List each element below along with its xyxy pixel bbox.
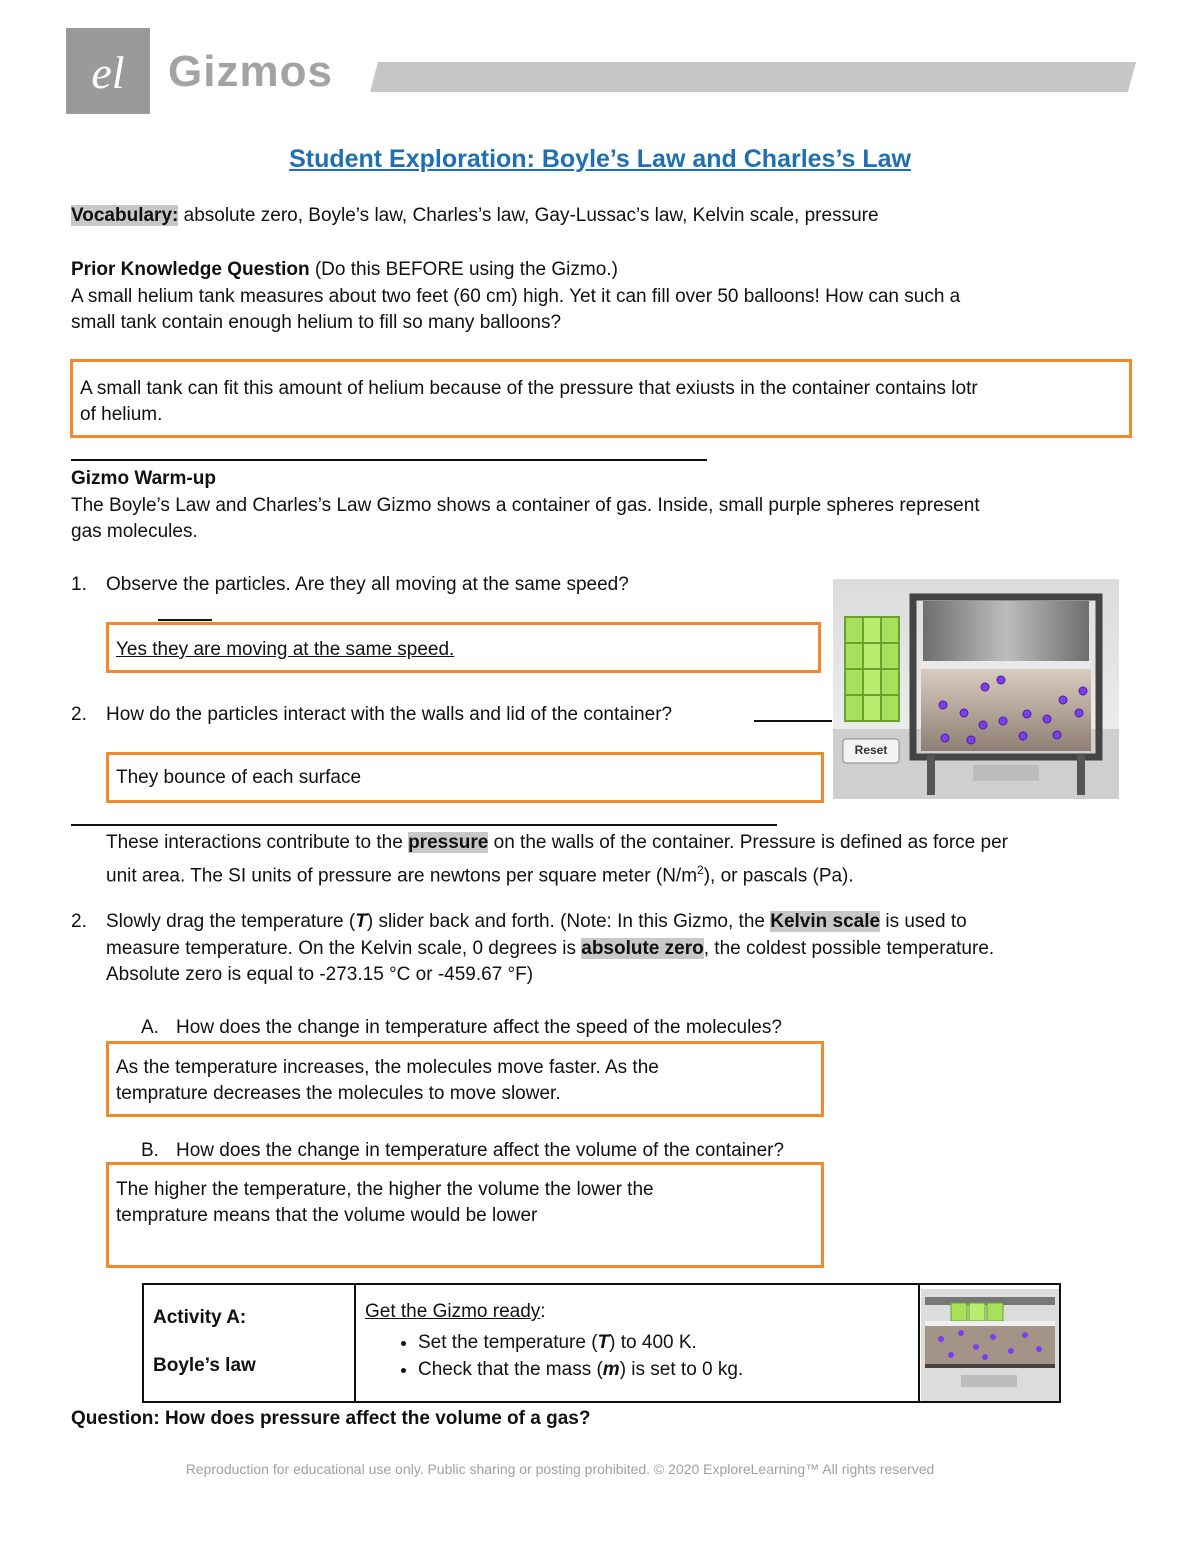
question-a-answer-box[interactable]: [106, 1041, 824, 1117]
question-a-answer-line-1: As the temperature increases, the molecules move faster. As the: [116, 1057, 659, 1078]
gizmo-screenshot: [833, 579, 1119, 799]
activity-label: Activity A:: [153, 1307, 247, 1328]
question-1-number: 1.: [71, 574, 87, 595]
question-1-text: Observe the particles. Are they all moving at the same speed?: [106, 574, 629, 595]
vocabulary-text: absolute zero, Boyle’s law, Charles’s law, Gay-Lussac’s law, Kelvin scale, pressure: [178, 205, 879, 226]
prior-question-line-1: A small helium tank measures about two feet (60 cm) high. Yet it can fill over 50 balloons! How can such a: [71, 286, 961, 307]
prior-answer-line-1: A small tank can fit this amount of helium because of the pressure that exiusts in the container contains lotr: [80, 378, 978, 399]
question-a-text: How does the change in temperature affect the speed of the molecules?: [176, 1017, 782, 1038]
question-b-text: How does the change in temperature affect the volume of the container?: [176, 1140, 785, 1161]
question-a-label: A.: [141, 1017, 159, 1038]
var-t-2: T: [597, 1332, 610, 1353]
question-2-text: How do the particles interact with the walls and lid of the container?: [106, 704, 673, 725]
ready-colon: :: [540, 1301, 546, 1322]
question-2-answer-box[interactable]: [106, 752, 824, 803]
step-2-text-a: Check that the mass (: [418, 1359, 603, 1380]
guiding-question: Question: How does pressure affect the volume of a gas?: [71, 1408, 591, 1429]
question-a-answer-line-2: temprature decreases the molecules to move slower.: [116, 1083, 561, 1104]
question-2-number: 2.: [71, 704, 87, 725]
header-bar: [370, 62, 1136, 92]
question-3-line-2: [106, 936, 994, 962]
page-title: Student Exploration: Boyle’s Law and Charles’s Law: [289, 145, 911, 173]
q3-text-2a: measure temperature. On the Kelvin scale, 0 degrees is: [106, 938, 582, 959]
question-b-answer-box[interactable]: [106, 1162, 824, 1268]
section-divider-2: [71, 824, 777, 826]
step-2-text-b: ) is set to 0 kg.: [619, 1359, 744, 1380]
interactions-text-1b: on the walls of the container. Pressure is defined as force per: [488, 832, 1008, 853]
prior-question-line-2: small tank contain enough helium to fill so many balloons?: [71, 312, 562, 333]
var-t: T: [355, 911, 367, 932]
q3-text-1a: Slowly drag the temperature (: [106, 911, 356, 932]
activity-instructions-cell: [355, 1284, 919, 1402]
q3-text-2b: , the coldest possible temperature.: [703, 938, 995, 959]
question-3-number: 2.: [71, 911, 87, 932]
interactions-text-1a: These interactions contribute to the: [106, 832, 409, 853]
term-absolute-zero: absolute zero: [581, 938, 704, 959]
brand-name: Gizmos: [168, 47, 333, 96]
ready-step-2: [418, 1356, 918, 1383]
question-b-label: B.: [141, 1140, 159, 1161]
superscript-2: 2: [697, 863, 704, 877]
ready-steps: [356, 1329, 918, 1383]
warmup-heading: Gizmo Warm-up: [71, 468, 216, 489]
prior-answer-box[interactable]: [70, 359, 1132, 438]
logo-glyph: el: [91, 47, 125, 98]
gizmo-illustration: [833, 579, 1119, 799]
prior-answer-line-2: of helium.: [80, 404, 163, 425]
question-b-answer-line-1: The higher the temperature, the higher the volume the lower the: [116, 1179, 654, 1200]
activity-label-cell: [143, 1284, 355, 1402]
question-b-answer-line-2: temprature means that the volume would be lower: [116, 1205, 538, 1226]
warmup-line-1: The Boyle’s Law and Charles’s Law Gizmo shows a container of gas. Inside, small purple spheres represent: [71, 495, 980, 516]
term-kelvin-scale: Kelvin scale: [770, 911, 881, 932]
vocabulary-label: Vocabulary:: [71, 205, 179, 226]
prior-heading: Prior Knowledge Question: [71, 259, 310, 280]
answer-blank-q2: [754, 720, 832, 722]
q3-text-1b: ) slider back and forth. (Note: In this Gizmo, the: [366, 911, 771, 932]
interactions-text-2b: ), or pascals (Pa).: [703, 865, 854, 887]
question-3-line-1: [106, 909, 967, 935]
activity-image-cell: [919, 1284, 1060, 1402]
step-1-text-a: Set the temperature (: [418, 1332, 598, 1353]
activity-table: [142, 1283, 1061, 1403]
ready-heading: Get the Gizmo ready: [365, 1301, 541, 1322]
vocabulary-line: [71, 203, 879, 229]
question-1-answer-box[interactable]: [106, 622, 821, 673]
question-3-line-3: Absolute zero is equal to -273.15 °C or -459.67 °F): [106, 964, 534, 985]
activity-thumbnail: [921, 1289, 1059, 1401]
q3-text-1c: is used to: [880, 911, 967, 932]
activity-name: Boyle’s law: [153, 1355, 256, 1376]
prior-heading-line: [71, 257, 618, 283]
step-1-text-b: ) to 400 K.: [609, 1332, 697, 1353]
interactions-line-1: [106, 830, 1008, 856]
prior-note: (Do this BEFORE using the Gizmo.): [309, 259, 618, 280]
reset-button[interactable]: Reset: [854, 743, 888, 757]
logo-badge: [66, 28, 150, 114]
question-1-answer: Yes they are moving at the same speed.: [116, 639, 455, 660]
interactions-line-2: [106, 857, 854, 889]
term-pressure: pressure: [408, 832, 489, 853]
footer-notice: Reproduction for educational use only. Public sharing or posting prohibited. © 2020 ExploreLearning™ All rights reserved: [185, 1461, 935, 1477]
interactions-text-2a: unit area. The SI units of pressure are newtons per square meter (N/m: [106, 865, 698, 887]
question-2-answer: They bounce of each surface: [116, 767, 362, 788]
warmup-line-2: gas molecules.: [71, 521, 198, 542]
var-m: m: [602, 1359, 620, 1380]
section-divider: [71, 459, 707, 461]
ready-step-1: [418, 1329, 918, 1356]
ready-heading-line: [365, 1301, 918, 1323]
answer-blank-short: [158, 619, 212, 621]
